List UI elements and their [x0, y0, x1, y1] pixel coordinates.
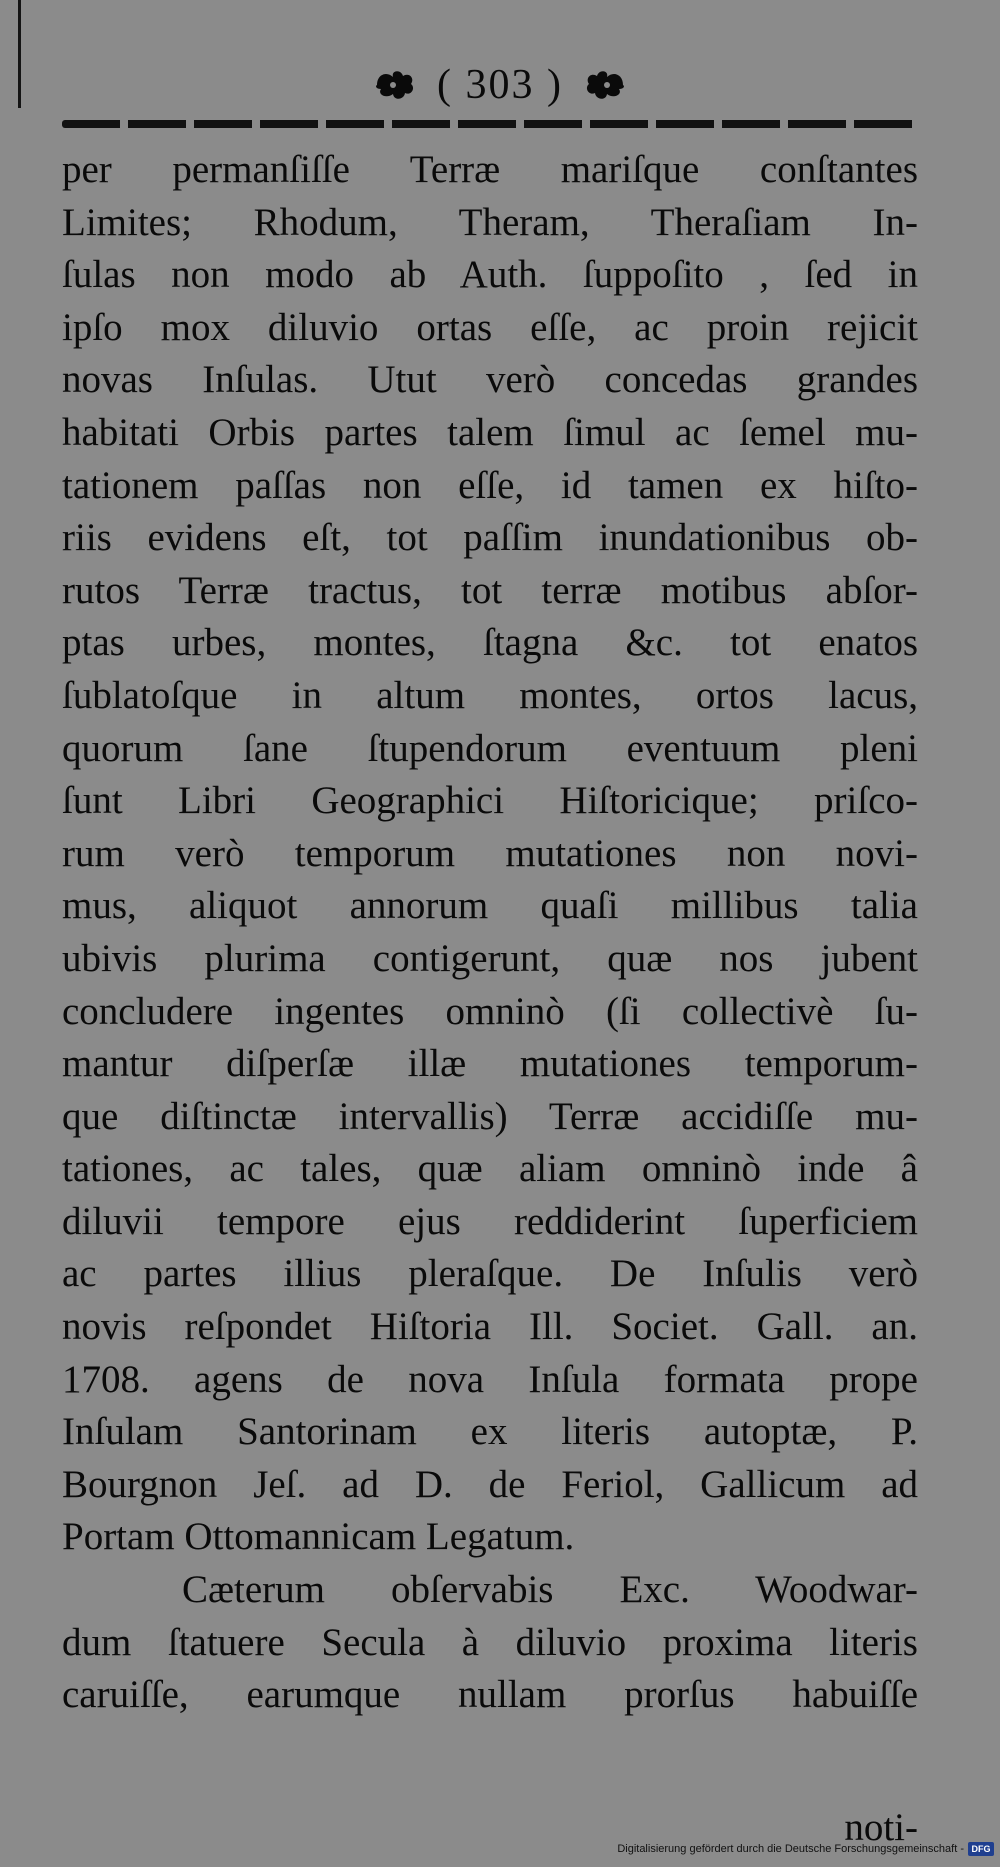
text-line: quorum ſane ſtupendorum eventuum pleni	[62, 726, 918, 770]
text-line: Cæterum obſervabis Exc. Woodwar-	[182, 1568, 918, 1612]
text-line: mus, aliquot annorum quaſi millibus talia	[62, 884, 918, 928]
text-line: ipſo mox diluvio ortas eſſe, ac proin rejicit	[62, 305, 918, 349]
digitization-credit	[617, 1839, 994, 1859]
text-line: Portam Ottomannicam Legatum.	[62, 1515, 575, 1559]
text-line: 1708. agens de nova Inſula formata prope	[62, 1357, 918, 1401]
text-line: riis evidens eſt, tot paſſim inundationibus ob-	[62, 516, 918, 560]
text-line: tationem paſſas non eſſe, id tamen ex hiſto-	[62, 463, 918, 507]
text-line: ſublatoſque in altum montes, ortos lacus,	[62, 673, 918, 717]
body-text	[62, 144, 918, 1722]
fleuron-right-icon	[583, 68, 627, 102]
text-line: ac partes illius pleraſque. De Inſulis verò	[62, 1252, 918, 1296]
text-line: habitati Orbis partes talem ſimul ac ſemel mu-	[62, 410, 918, 454]
credit-text: Digitalisierung gefördert durch die Deutsche Forschungsgemeinschaft -	[617, 1843, 964, 1855]
text-line: caruiſſe, earumque nullam prorſus habuiſſe	[62, 1673, 918, 1717]
header-rule	[62, 120, 918, 128]
text-line: novas Inſulas. Utut verò concedas grandes	[62, 358, 918, 402]
text-line: Limites; Rhodum, Theram, Theraſiam In-	[62, 200, 918, 244]
text-line: ſulas non modo ab Auth. ſuppoſito , ſed in	[62, 253, 918, 297]
fleuron-left-icon	[373, 68, 417, 102]
text-line: ptas urbes, montes, ſtagna &c. tot enatos	[62, 621, 918, 665]
text-line: diluvii tempore ejus reddiderint ſuperficiem	[62, 1199, 918, 1243]
text-line: concludere ingentes omninò (ſi collectivè ſu-	[62, 989, 918, 1033]
text-line: dum ſtatuere Secula à diluvio proxima literis	[62, 1620, 918, 1664]
text-line: rum verò temporum mutationes non novi-	[62, 831, 918, 875]
text-line: mantur diſperſæ illæ mutationes temporum-	[62, 1042, 918, 1086]
text-line: que diſtinctæ intervallis) Terræ accidiſſe mu-	[62, 1094, 918, 1138]
text-line: per permanſiſſe Terræ mariſque conſtantes	[62, 148, 918, 191]
text-line: ubivis plurima contigerunt, quæ nos jubent	[62, 936, 918, 980]
text-line: Bourgnon Jeſ. ad D. de Feriol, Gallicum ad	[62, 1462, 918, 1506]
text-line: Inſulam Santorinam ex literis autoptæ, P.	[62, 1410, 918, 1454]
page-header	[0, 52, 1000, 112]
page-number: ( 303 )	[437, 62, 563, 109]
text-line: novis reſpondet Hiſtoria Ill. Societ. Gall. an.	[62, 1305, 918, 1349]
catchword: noti-	[844, 1806, 918, 1849]
text-line: rutos Terræ tractus, tot terræ motibus abſor-	[62, 568, 918, 612]
text-line: tationes, ac tales, quæ aliam omninò inde â	[62, 1147, 918, 1191]
dfg-logo-icon: DFG	[968, 1842, 994, 1856]
text-line: ſunt Libri Geographici Hiſtoricique; priſco-	[62, 779, 918, 823]
